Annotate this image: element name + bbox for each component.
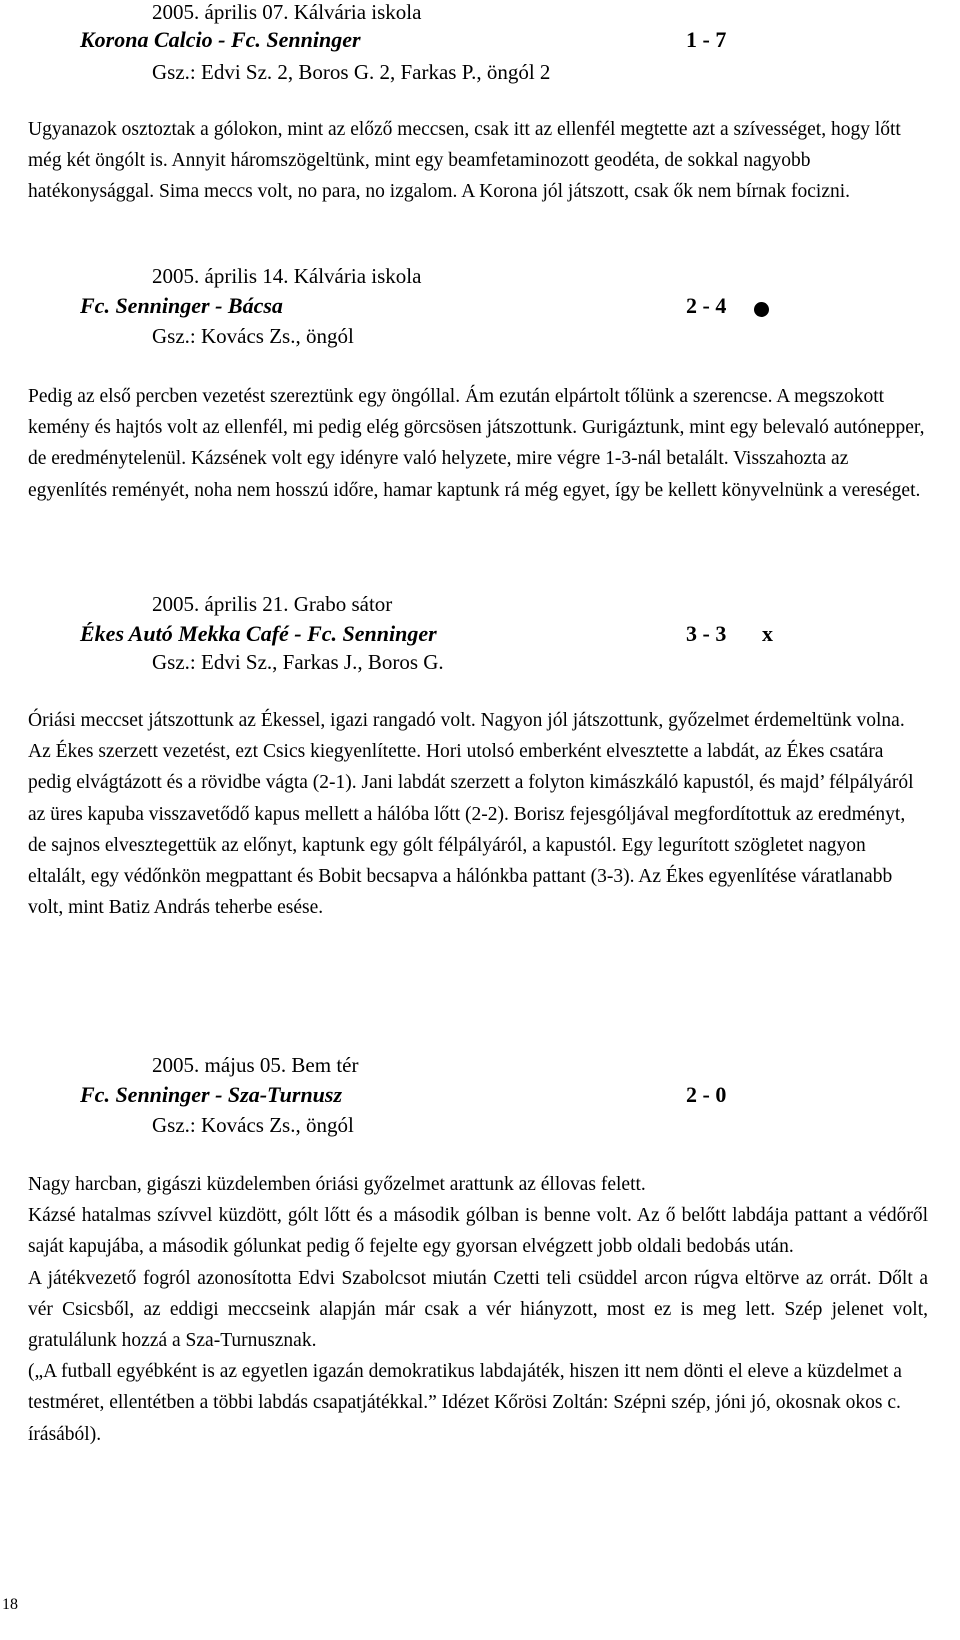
- match-summary: [28, 114, 928, 208]
- match-teams: Fc. Senninger - Sza-Turnusz: [80, 1082, 343, 1107]
- match-date-venue: 2005. április 07. Kálvária iskola: [152, 0, 422, 24]
- summary-paragraph: Ugyanazok osztoztak a gólokon, mint az előző meccsen, csak itt az ellenfél megtette azt a szívességet, hogy lőtt még két öngólt is. Annyit háromszögeltünk, mint egy beamfetaminozott geodéta, de sokkal nagyobb hatékonysággal. Sima meccs volt, no para, no izgalom. A Korona jól játszott, csak ők nem bírnak focizni.: [28, 119, 901, 203]
- match-date-venue: 2005. április 21. Grabo sátor: [152, 592, 393, 616]
- match-score: 2 - 0: [686, 1082, 727, 1107]
- match-scorers: Gsz.: Kovács Zs., öngól: [152, 324, 354, 348]
- match-score: 2 - 4: [686, 293, 727, 318]
- match-summary: [28, 705, 928, 923]
- page-number: 18: [2, 1596, 18, 1613]
- summary-paragraph: A játékvezető fogról azonosította Edvi Szabolcsot miután Czetti teli csüddel arcon rúgva eltörve az orrát. Dőlt a vér Csicsből, az eddigi meccseink alapján már csak a vér hiányzott, most ez is meg lett. Szép jelenet volt, gratulálunk hozzá a Sza-Turnusznak.: [28, 1267, 928, 1352]
- summary-paragraph: Óriási meccset játszottunk az Ékessel, igazi rangadó volt. Nagyon jól játszottunk, győzelmet érdemeltünk volna.: [28, 710, 905, 731]
- match-teams: Ékes Autó Mekka Café - Fc. Senninger: [80, 621, 437, 646]
- summary-paragraph: Kázsé hatalmas szívvel küzdött, gólt lőtt és a második gólban is benne volt. Az ő belőtt labdája pattant a védőről saját kapujába, a második gólunkat pedig ő fejelte egy gyorsan elvégzett jobb oldali bedobás után.: [28, 1205, 928, 1258]
- match-date-venue: 2005. április 14. Kálvária iskola: [152, 264, 422, 288]
- match-score: 1 - 7: [686, 27, 727, 52]
- match-teams: Korona Calcio - Fc. Senninger: [80, 27, 361, 52]
- match-scorers: Gsz.: Kovács Zs., öngól: [152, 1113, 354, 1137]
- match-date-venue: 2005. május 05. Bem tér: [152, 1053, 359, 1077]
- match-teams: Fc. Senninger - Bácsa: [80, 293, 283, 318]
- summary-paragraph: Nagy harcban, gigászi küzdelemben óriási győzelmet arattunk az éllovas felett.: [28, 1174, 646, 1195]
- match-scorers: Gsz.: Edvi Sz., Farkas J., Boros G.: [152, 650, 444, 674]
- match-summary: [28, 1169, 928, 1450]
- match-summary: [28, 381, 928, 506]
- summary-paragraph: Az Ékes szerzett vezetést, ezt Csics kiegyenlítette. Hori utolsó emberként elvesztette a labdát, az Ékes csatára pedig elvágtázott és a rövidbe vágta (2-1). Jani labdát szerzett a folyton kimászkáló kapustól, és majd’ félpályáról az üres kapuba visszavetődő kapus mellett a hálóba lőtt (2-2). Borisz fejesgóljával megfordítottuk az eredményt, de sajnos elvesztegettük az előnyt, kaptunk egy gólt félpályáról, a kapustól. Egy legurított szögletet nagyon eltalált, egy védőnkön megpattant és Bobit becsapva a hálónkba pattant (3-3). Az Ékes egyenlítése váratlanabb volt, mint Batiz András teherbe esése.: [28, 741, 914, 919]
- summary-paragraph: Pedig az első percben vezetést szereztünk egy öngóllal. Ám ezután elpártolt tőlünk a szerencse. A megszokott kemény és hajtós volt az ellenfél, mi pedig elég görcsösen játszottunk. Gurigáztunk, mint egy belevaló autónepper, de eredménytelenül. Kázsének volt egy idényre való helyzete, mire végre 1-3-nál betalált. Visszahozta az egyenlítés reményét, noha nem hosszú időre, hamar kaptunk rá még egyet, így be kellett könyvelnünk a vereséget.: [28, 386, 925, 501]
- result-marker: x: [762, 621, 773, 646]
- match-score: 3 - 3: [686, 621, 727, 646]
- match-scorers: Gsz.: Edvi Sz. 2, Boros G. 2, Farkas P., öngól 2: [152, 60, 551, 84]
- result-dot-icon: [754, 298, 769, 322]
- summary-paragraph: („A futball egyébként is az egyetlen igazán demokratikus labdajáték, hiszen itt nem dönti el eleve a küzdelmet a testméret, ellentétben a többi labdás csapatjátékkal.” Idézet Kőrösi Zoltán: Szépni szép, jóni jó, okosnak okos c. írásából).: [28, 1361, 902, 1445]
